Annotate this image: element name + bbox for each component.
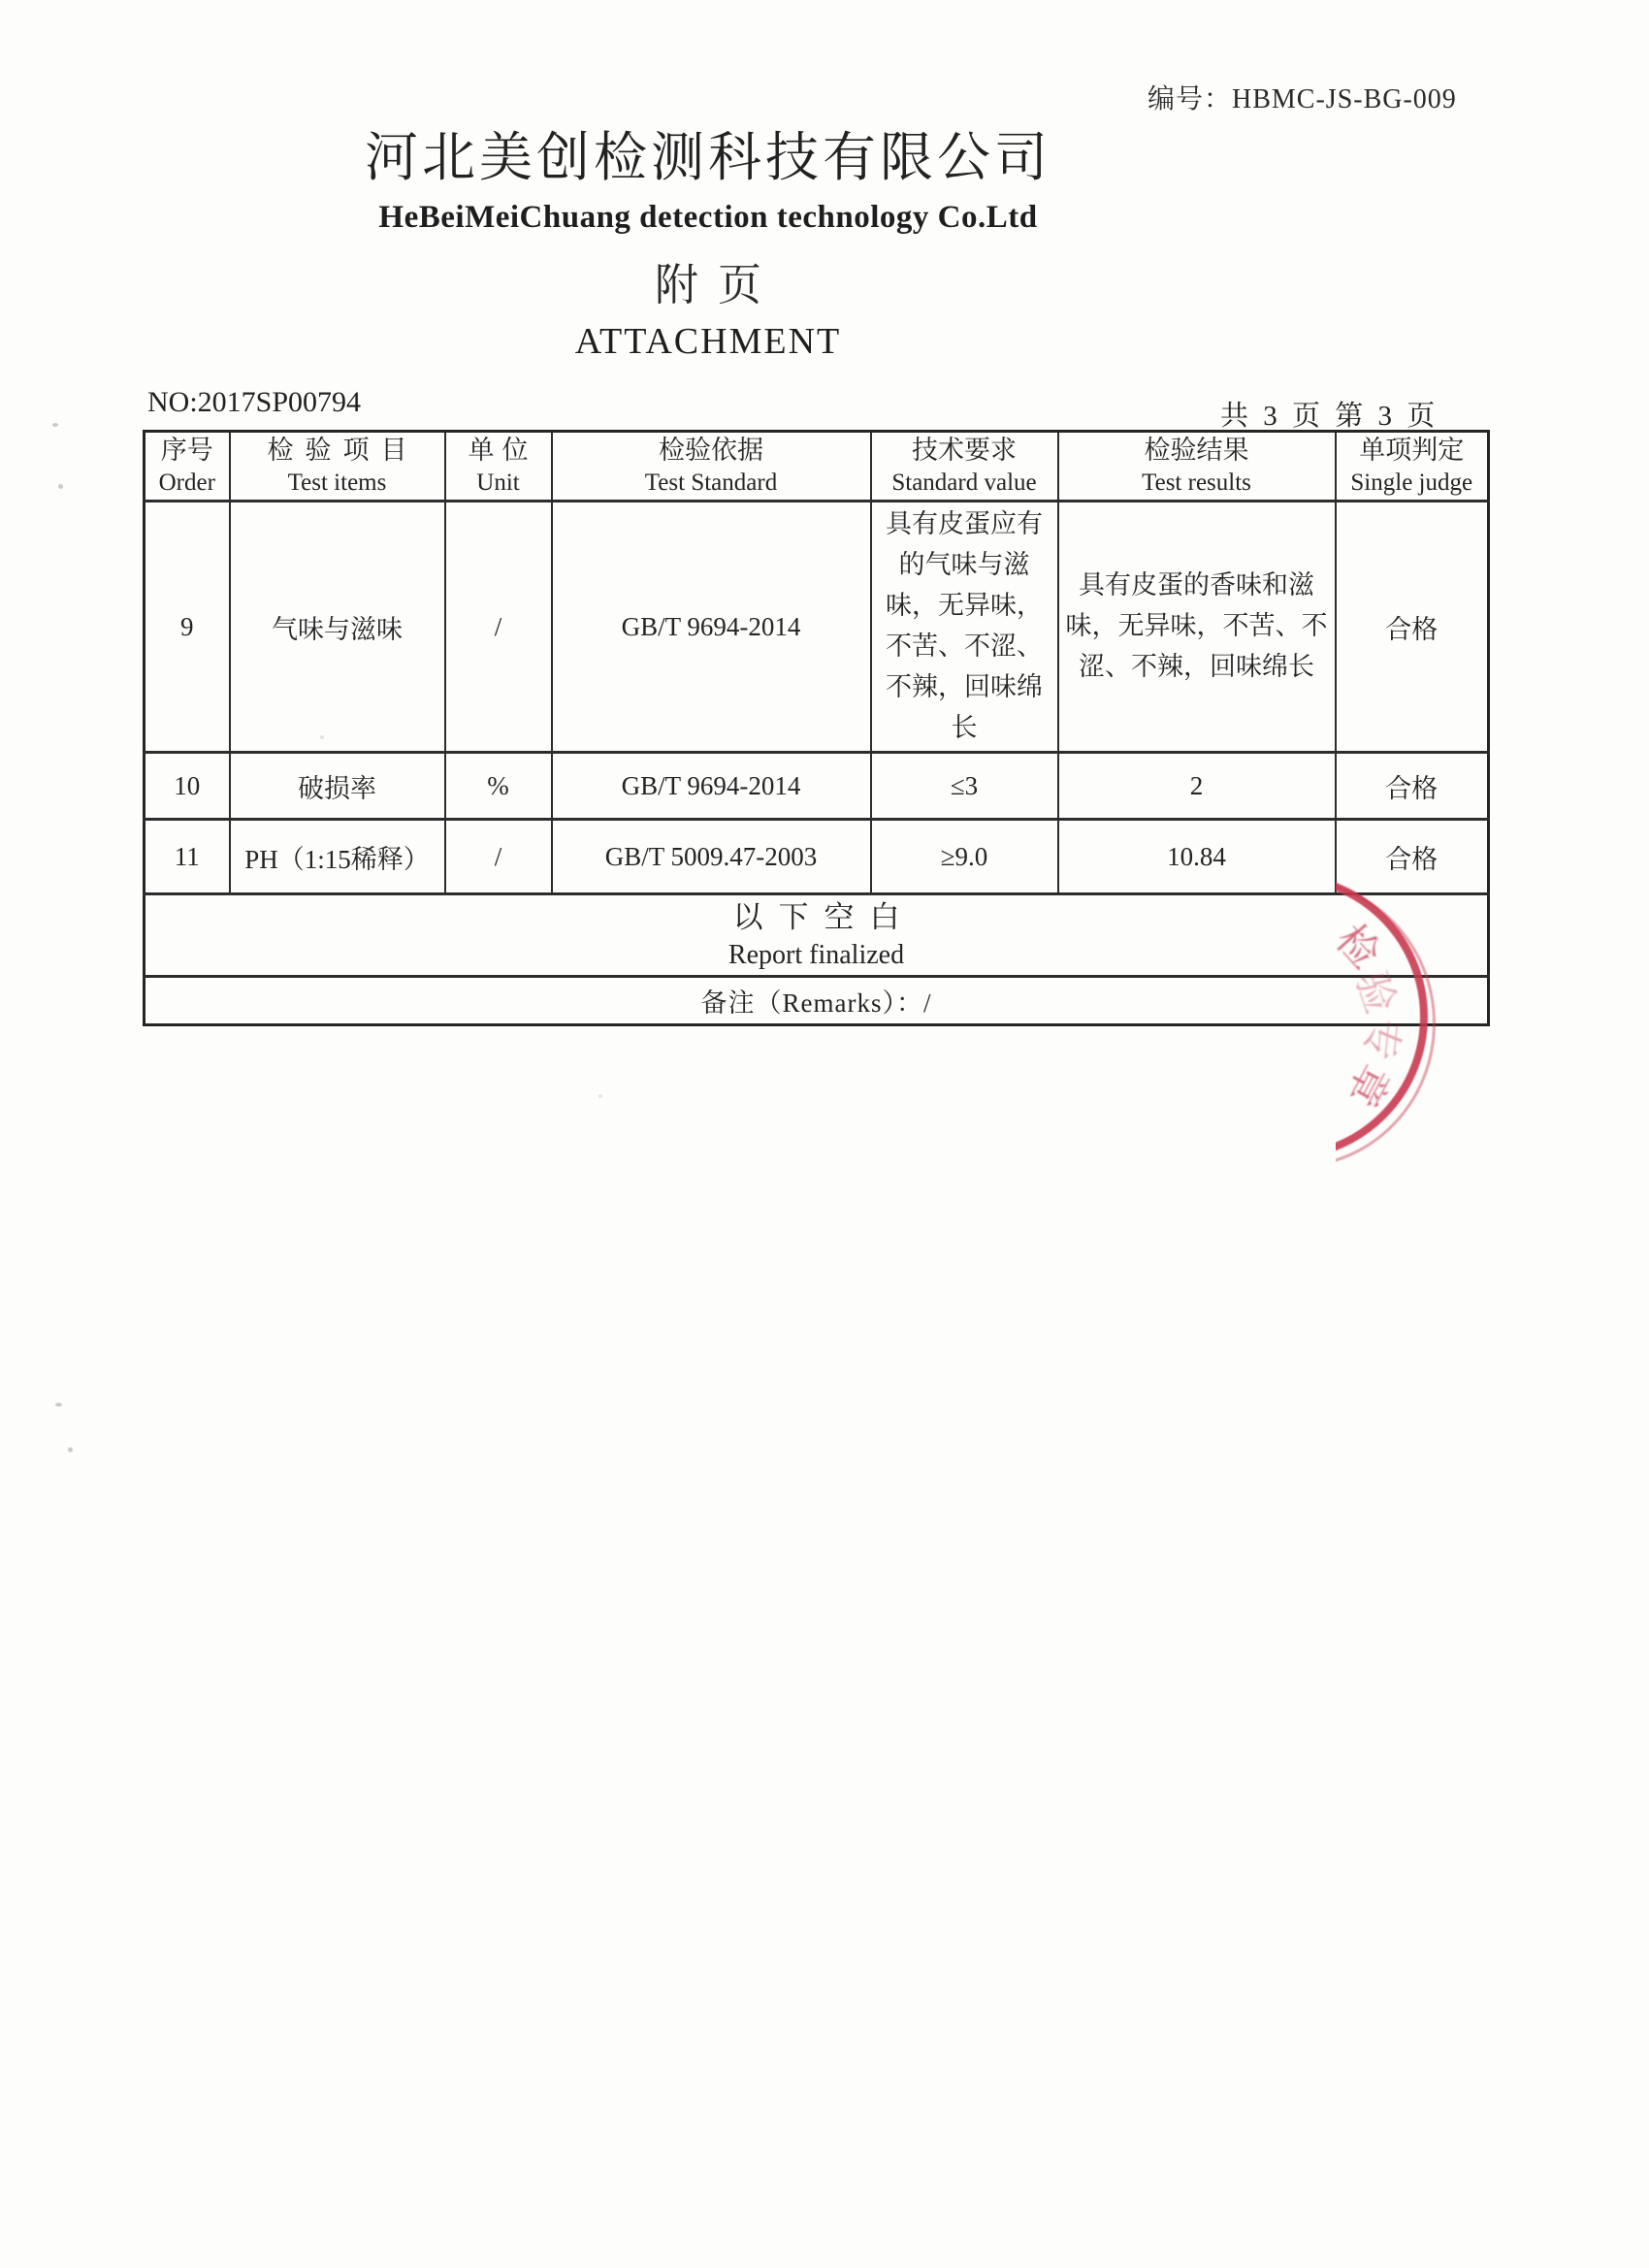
row9-standard: GB/T 9694-2014 <box>552 502 871 753</box>
company-name-cn: 河北美创检测科技有限公司 <box>364 128 1051 187</box>
end-note-cn: 以下空白 <box>732 900 916 934</box>
attachment-title-en: ATTACHMENT <box>574 321 842 362</box>
header-test-items <box>230 432 445 502</box>
seal-character-2: 验 <box>1346 966 1403 1020</box>
row9-unit: / <box>445 502 552 753</box>
header-standard-value <box>871 432 1058 502</box>
header-order <box>145 432 230 502</box>
header-test-standard <box>552 432 871 502</box>
header-single-judge-en: Single judge <box>1350 469 1473 496</box>
end-note-en: Report finalized <box>728 939 905 970</box>
row9-requirement: 具有皮蛋应有的气味与滋味，无异味，不苦、不涩、不辣，回味绵长 <box>871 502 1058 753</box>
seal-character-4: 章 <box>1338 1055 1397 1114</box>
report-number: NO:2017SP00794 <box>147 386 362 418</box>
row9-judge: 合格 <box>1336 502 1489 753</box>
table-row-remarks <box>145 977 1489 1025</box>
table-row-10 <box>145 753 1489 820</box>
header-order-cn: 序号 <box>160 436 213 465</box>
scan-speck <box>55 1403 62 1407</box>
scan-speck <box>52 423 58 427</box>
row10-judge: 合格 <box>1336 753 1489 820</box>
header-order-en: Order <box>158 469 215 496</box>
row9-item: 气味与滋味 <box>230 502 445 753</box>
row11-standard: GB/T 5009.47-2003 <box>552 820 871 894</box>
header-unit-cn: 单位 <box>468 436 536 465</box>
row11-requirement: ≥9.0 <box>871 820 1058 894</box>
seal-character-1: 检 <box>1326 917 1388 978</box>
scan-speck <box>598 1094 602 1098</box>
report-header <box>58 114 1358 363</box>
header-unit-en: Unit <box>476 469 520 496</box>
table-row-endnote <box>145 894 1489 977</box>
header-standard-value-cn: 技术要求 <box>912 436 1017 465</box>
row10-result: 2 <box>1058 753 1336 820</box>
table-row-9 <box>145 502 1489 753</box>
scan-speck <box>68 1447 73 1452</box>
row11-judge: 合格 <box>1336 820 1489 894</box>
header-test-items-cn: 检验项目 <box>267 436 419 465</box>
document-code: 编号：HBMC-JS-BG-009 <box>1148 84 1457 114</box>
seal-character-3: 专 <box>1355 1017 1406 1062</box>
row11-unit: / <box>445 820 552 894</box>
header-single-judge-cn: 单项判定 <box>1359 436 1465 465</box>
row9-order: 9 <box>145 502 230 753</box>
row10-item: 破损率 <box>230 753 445 820</box>
page-count: 共 3 页 第 3 页 <box>1220 401 1439 432</box>
table-header-row <box>145 432 1489 502</box>
header-unit <box>445 432 552 502</box>
header-test-results-en: Test results <box>1142 469 1251 496</box>
table-row-11 <box>145 820 1489 894</box>
test-results-table <box>143 430 1490 1026</box>
row11-item: PH（1:15稀释） <box>230 820 445 894</box>
header-test-standard-en: Test Standard <box>644 469 778 496</box>
header-test-standard-cn: 检验依据 <box>659 436 763 465</box>
header-test-items-en: Test items <box>287 469 387 496</box>
attachment-title-cn: 附页 <box>654 261 781 309</box>
header-test-results <box>1058 432 1336 502</box>
end-note-cell <box>145 894 1489 977</box>
row11-result: 10.84 <box>1058 820 1336 894</box>
row10-unit: % <box>445 753 552 820</box>
row11-order: 11 <box>145 820 230 894</box>
scan-speck <box>58 484 63 489</box>
row10-requirement: ≤3 <box>871 753 1058 820</box>
header-single-judge <box>1336 432 1489 502</box>
row10-order: 10 <box>145 753 230 820</box>
header-test-results-cn: 检验结果 <box>1144 436 1249 465</box>
row9-result: 具有皮蛋的香味和滋味，无异味，不苦、不涩、不辣，回味绵长 <box>1058 502 1336 753</box>
header-standard-value-en: Standard value <box>891 469 1037 496</box>
remarks-cell: 备注（Remarks）：/ <box>145 977 1489 1025</box>
row10-standard: GB/T 9694-2014 <box>552 753 871 820</box>
company-name-en: HeBeiMeiChuang detection technology Co.Ltd <box>378 200 1038 235</box>
scan-speck <box>320 735 324 739</box>
